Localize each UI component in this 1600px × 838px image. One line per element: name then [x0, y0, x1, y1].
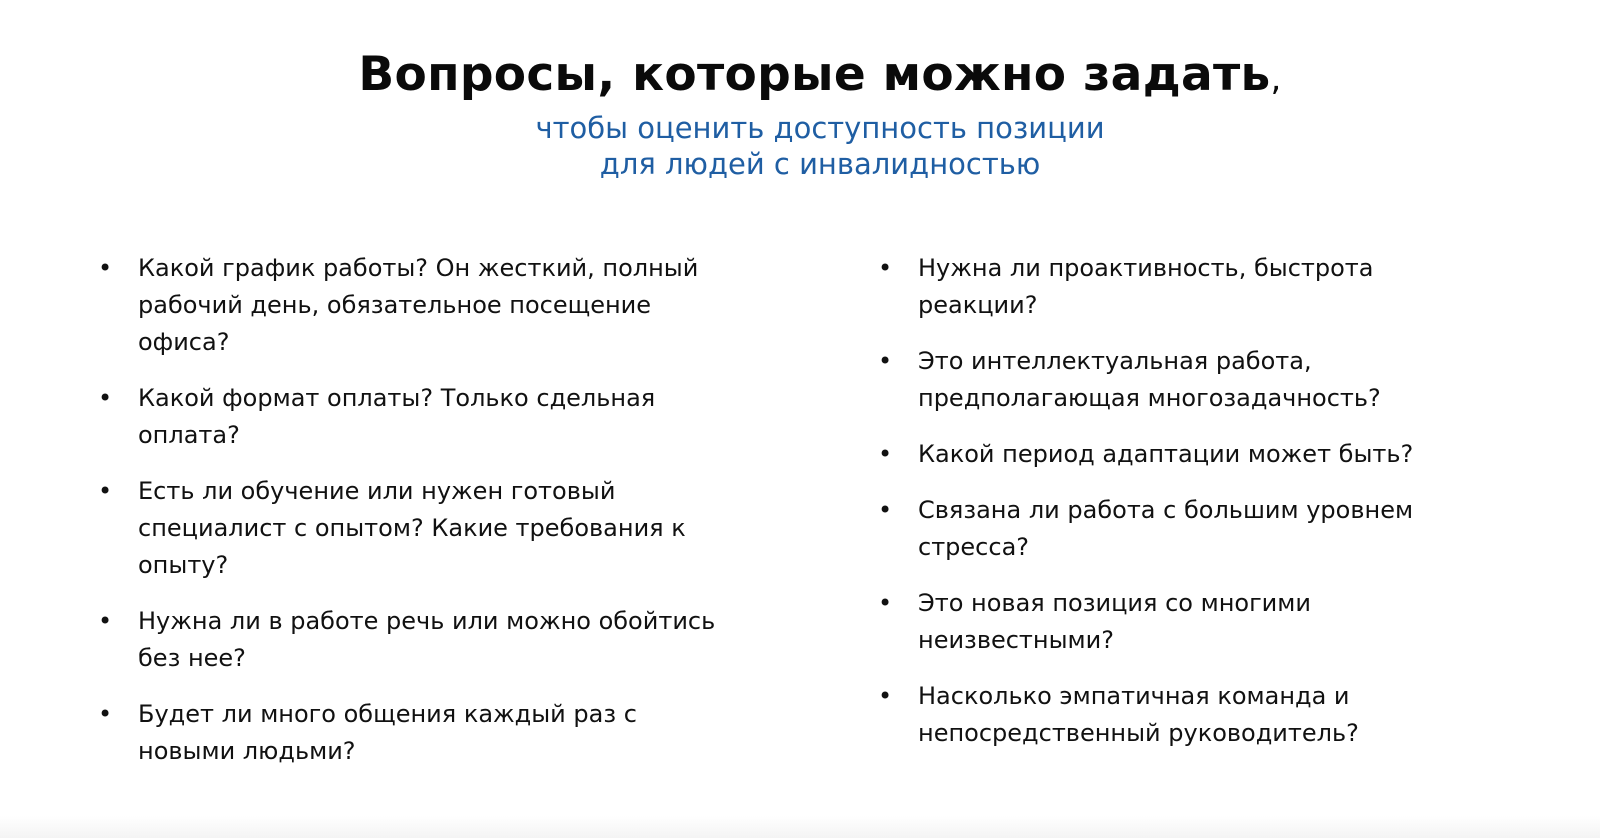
- list-item: [878, 343, 1478, 417]
- list-item: [878, 492, 1478, 566]
- slide-bottom-edge: [0, 816, 1600, 838]
- list-item: [878, 585, 1478, 659]
- bullet-icon: •: [878, 440, 893, 468]
- list-item-text: Нужна ли проактивность, быстрота реакции?: [918, 254, 1374, 319]
- list-item-text: Какой период адаптации может быть?: [918, 440, 1414, 468]
- list-item: [98, 603, 738, 677]
- bullet-icon: •: [878, 589, 893, 617]
- bullet-icon: •: [98, 384, 113, 412]
- right-question-list: [878, 250, 1478, 771]
- bullet-icon: •: [878, 682, 893, 710]
- slide-subtitle-line-2: для людей с инвалидностью: [599, 147, 1041, 181]
- list-item-text: Насколько эмпатичная команда и непосредственный руководитель?: [918, 682, 1359, 747]
- bullet-icon: •: [98, 607, 113, 635]
- slide-subtitle-line-1: чтобы оценить доступность позиции: [535, 111, 1105, 145]
- list-item: [878, 678, 1478, 752]
- list-item-text: Нужна ли в работе речь или можно обойтись без нее?: [138, 607, 716, 672]
- list-item-text: Связана ли работа с большим уровнем стресса?: [918, 496, 1414, 561]
- slide-title: [358, 44, 1281, 110]
- list-item-text: Будет ли много общения каждый раз с новыми людьми?: [138, 700, 637, 765]
- list-item: [98, 473, 738, 584]
- slide-title-comma: ,: [1270, 59, 1282, 99]
- list-item-text: Есть ли обучение или нужен готовый специалист с опытом? Какие требования к опыту?: [138, 477, 686, 579]
- left-question-list: [98, 250, 738, 789]
- list-item: [98, 380, 738, 454]
- list-item: [98, 696, 738, 770]
- bullet-icon: •: [98, 700, 113, 728]
- list-item-text: Какой график работы? Он жесткий, полный рабочий день, обязательное посещение офиса?: [138, 254, 699, 356]
- slide-title-text: Вопросы, которые можно задать: [358, 47, 1271, 102]
- slide-heading: [0, 44, 1600, 182]
- bullet-icon: •: [878, 347, 893, 375]
- bullet-icon: •: [98, 254, 113, 282]
- list-item: [878, 250, 1478, 324]
- list-item-text: Это интеллектуальная работа, предполагающая многозадачность?: [918, 347, 1381, 412]
- list-item-text: Какой формат оплаты? Только сдельная оплата?: [138, 384, 656, 449]
- bullet-icon: •: [878, 254, 893, 282]
- bullet-icon: •: [98, 477, 113, 505]
- list-item-text: Это новая позиция со многими неизвестными?: [918, 589, 1311, 654]
- list-item: [878, 436, 1478, 473]
- list-item: [98, 250, 738, 361]
- bullet-icon: •: [878, 496, 893, 524]
